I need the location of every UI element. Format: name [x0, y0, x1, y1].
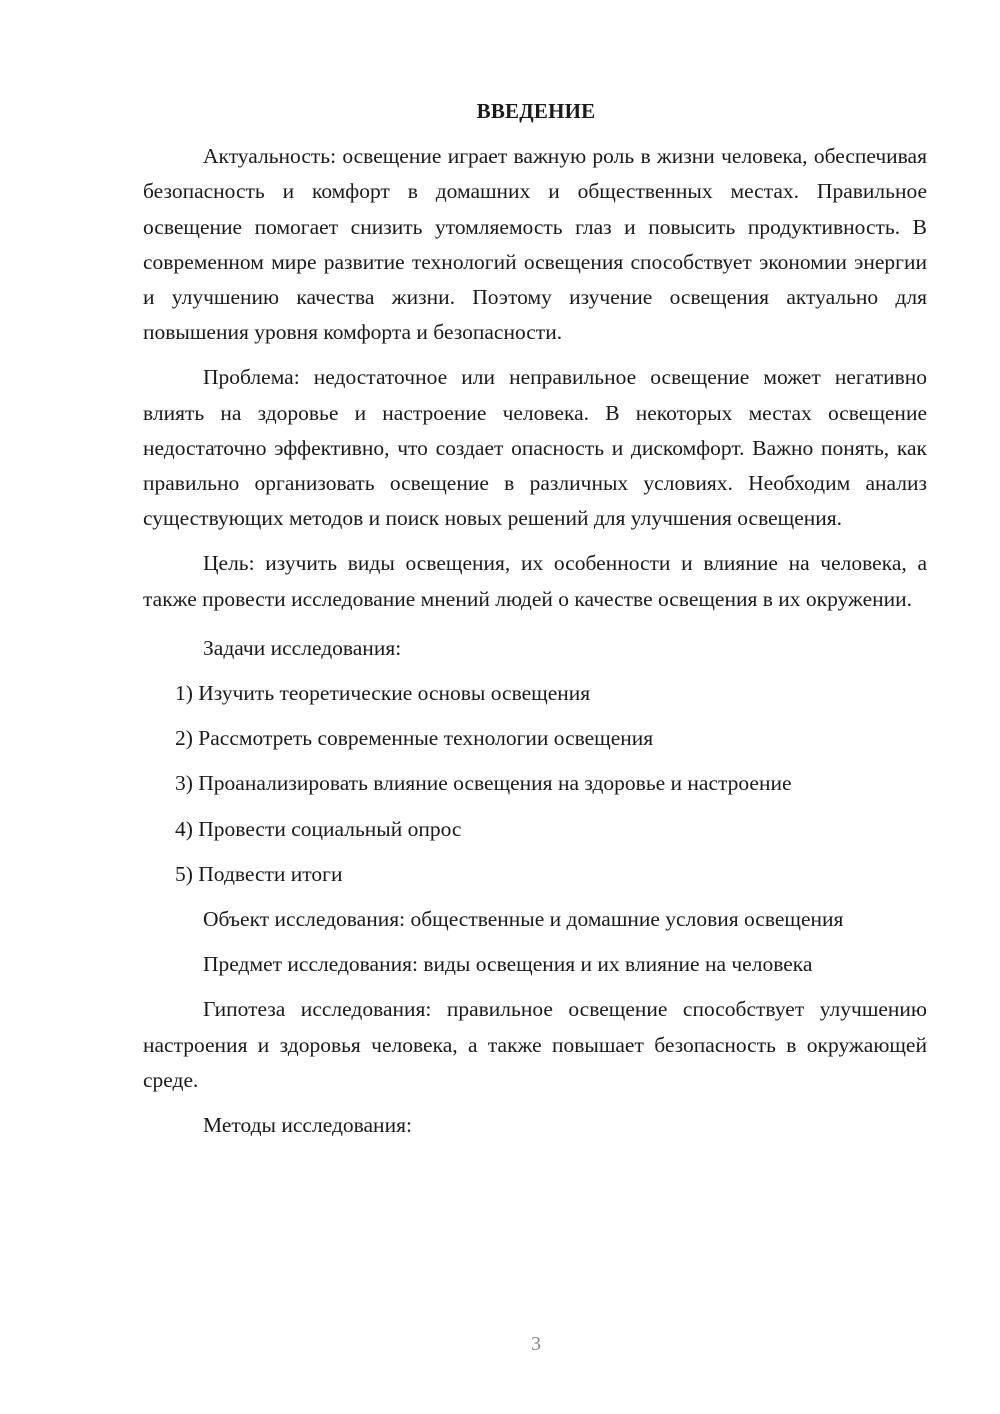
list-item: 2) Рассмотреть современные технологии освещения [175, 726, 654, 751]
list-item: 1) Изучить теоретические основы освещения [175, 681, 591, 706]
tasks-heading: Задачи исследования: [203, 635, 402, 660]
list-item: 4) Провести социальный опрос [175, 816, 462, 841]
goal-paragraph: Цель: изучить виды освещения, их особенности и влияние на человека, а также провести исследование мнений людей о качестве освещения в их окружении. [143, 551, 927, 611]
section-title: ВВЕДЕНИЕ [476, 99, 596, 123]
relevance-paragraph: Актуальность: освещение играет важную роль в жизни человека, обеспечивая безопасность и комфорт в домашних и общественных местах. Правильное освещение помогает снизить утомляемость глаз и повысить продуктивность. В современном мире развитие технологий освещения способствует экономии энергии и улучшению качества жизни. Поэтому изучение освещения актуально для повышения уровня комфорта и безопасности. [143, 144, 927, 345]
tasks-list [143, 676, 927, 892]
methods-heading: Методы исследования: [203, 1113, 412, 1138]
page-number: 3 [531, 1333, 541, 1355]
list-item: 3) Проанализировать влияние освещения на здоровье и настроение [175, 771, 792, 796]
subject-paragraph: Предмет исследования: виды освещения и их влияние на человека [203, 952, 813, 977]
problem-paragraph: Проблема: недостаточное или неправильное освещение может негативно влиять на здоровье и настроение человека. В некоторых местах освещение недостаточно эффективно, что создает опасность и дискомфорт. Важно понять, как правильно организовать освещение в различных условиях. Необходим анализ существующих методов и поиск новых решений для улучшения освещения. [143, 365, 927, 531]
list-item: 5) Подвести итоги [175, 861, 343, 886]
page-content [143, 94, 927, 1153]
hypothesis-paragraph: Гипотеза исследования: правильное освещение способствует улучшению настроения и здоровья человека, а также повышает безопасность в окружающей среде. [143, 997, 927, 1092]
object-paragraph: Объект исследования: общественные и домашние условия освещения [203, 907, 844, 932]
